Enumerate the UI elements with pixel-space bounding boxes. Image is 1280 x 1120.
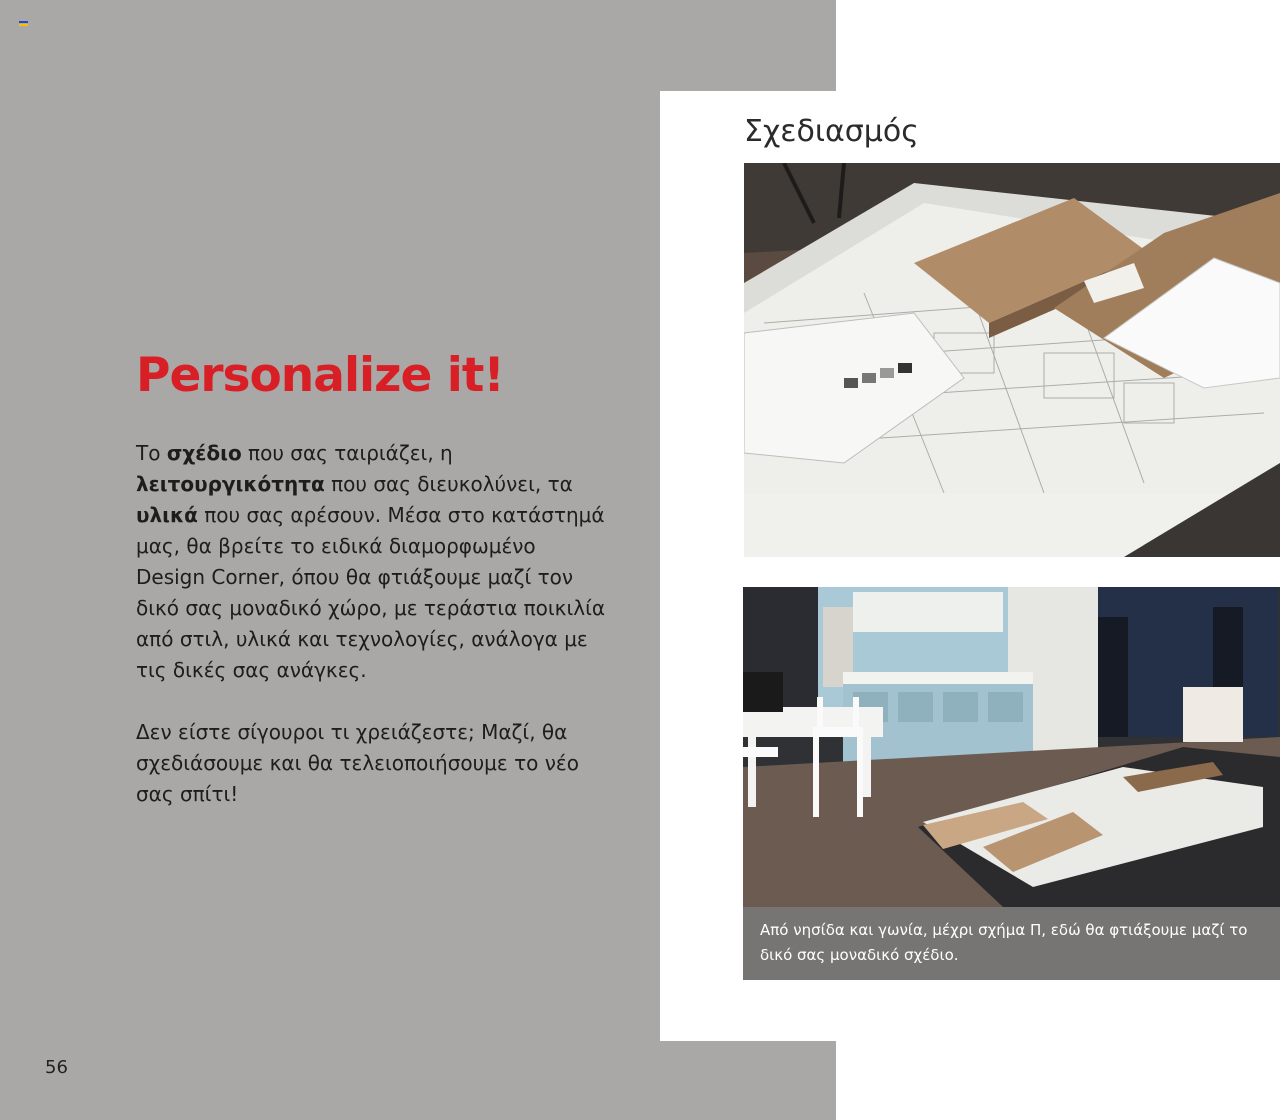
emphasis-word: σχέδιο	[166, 441, 242, 465]
page-number: 56	[45, 1057, 68, 1078]
caption-text: Από νησίδα και γωνία, μέχρι σχήμα Π, εδώ θα φτιάξουμε μαζί το δικό σας μοναδικό σχέδιο.	[760, 921, 1248, 964]
intro-paragraph-1	[136, 438, 606, 686]
design-table-photo	[744, 163, 1280, 557]
intro-paragraph-2: Δεν είστε σίγουροι τι χρειάζεστε; Μαζί, θα σχεδιάσουμε και θα τελειοποιήσουμε το νέο σας σπίτι!	[136, 720, 579, 806]
flag-mark-icon	[19, 21, 28, 27]
text-run: που σας αρέσουν. Μέσα στο κατάστημά μας, θα βρείτε το ειδικά διαμορφωμένο Design Corner, όπου θα φτιάξουμε μαζί τον δικό σας μοναδικό χώρο, με τεράστια ποικιλία από στιλ, υλικά και τεχνολογίες, ανάλογα με τις δικές σας ανάγκες.	[136, 503, 606, 682]
intro-text	[136, 438, 606, 810]
showroom-kitchen-photo	[743, 587, 1280, 907]
text-run: Το	[136, 441, 167, 465]
page-headline: Personalize it!	[136, 348, 504, 403]
text-run: που σας ταιριάζει, η	[241, 441, 453, 465]
emphasis-word: λειτουργικότητα	[136, 472, 325, 496]
photo-caption	[743, 907, 1280, 980]
emphasis-word: υλικά	[136, 503, 198, 527]
section-title: Σχεδιασμός	[744, 114, 919, 149]
text-run: που σας διευκολύνει, τα	[324, 472, 573, 496]
